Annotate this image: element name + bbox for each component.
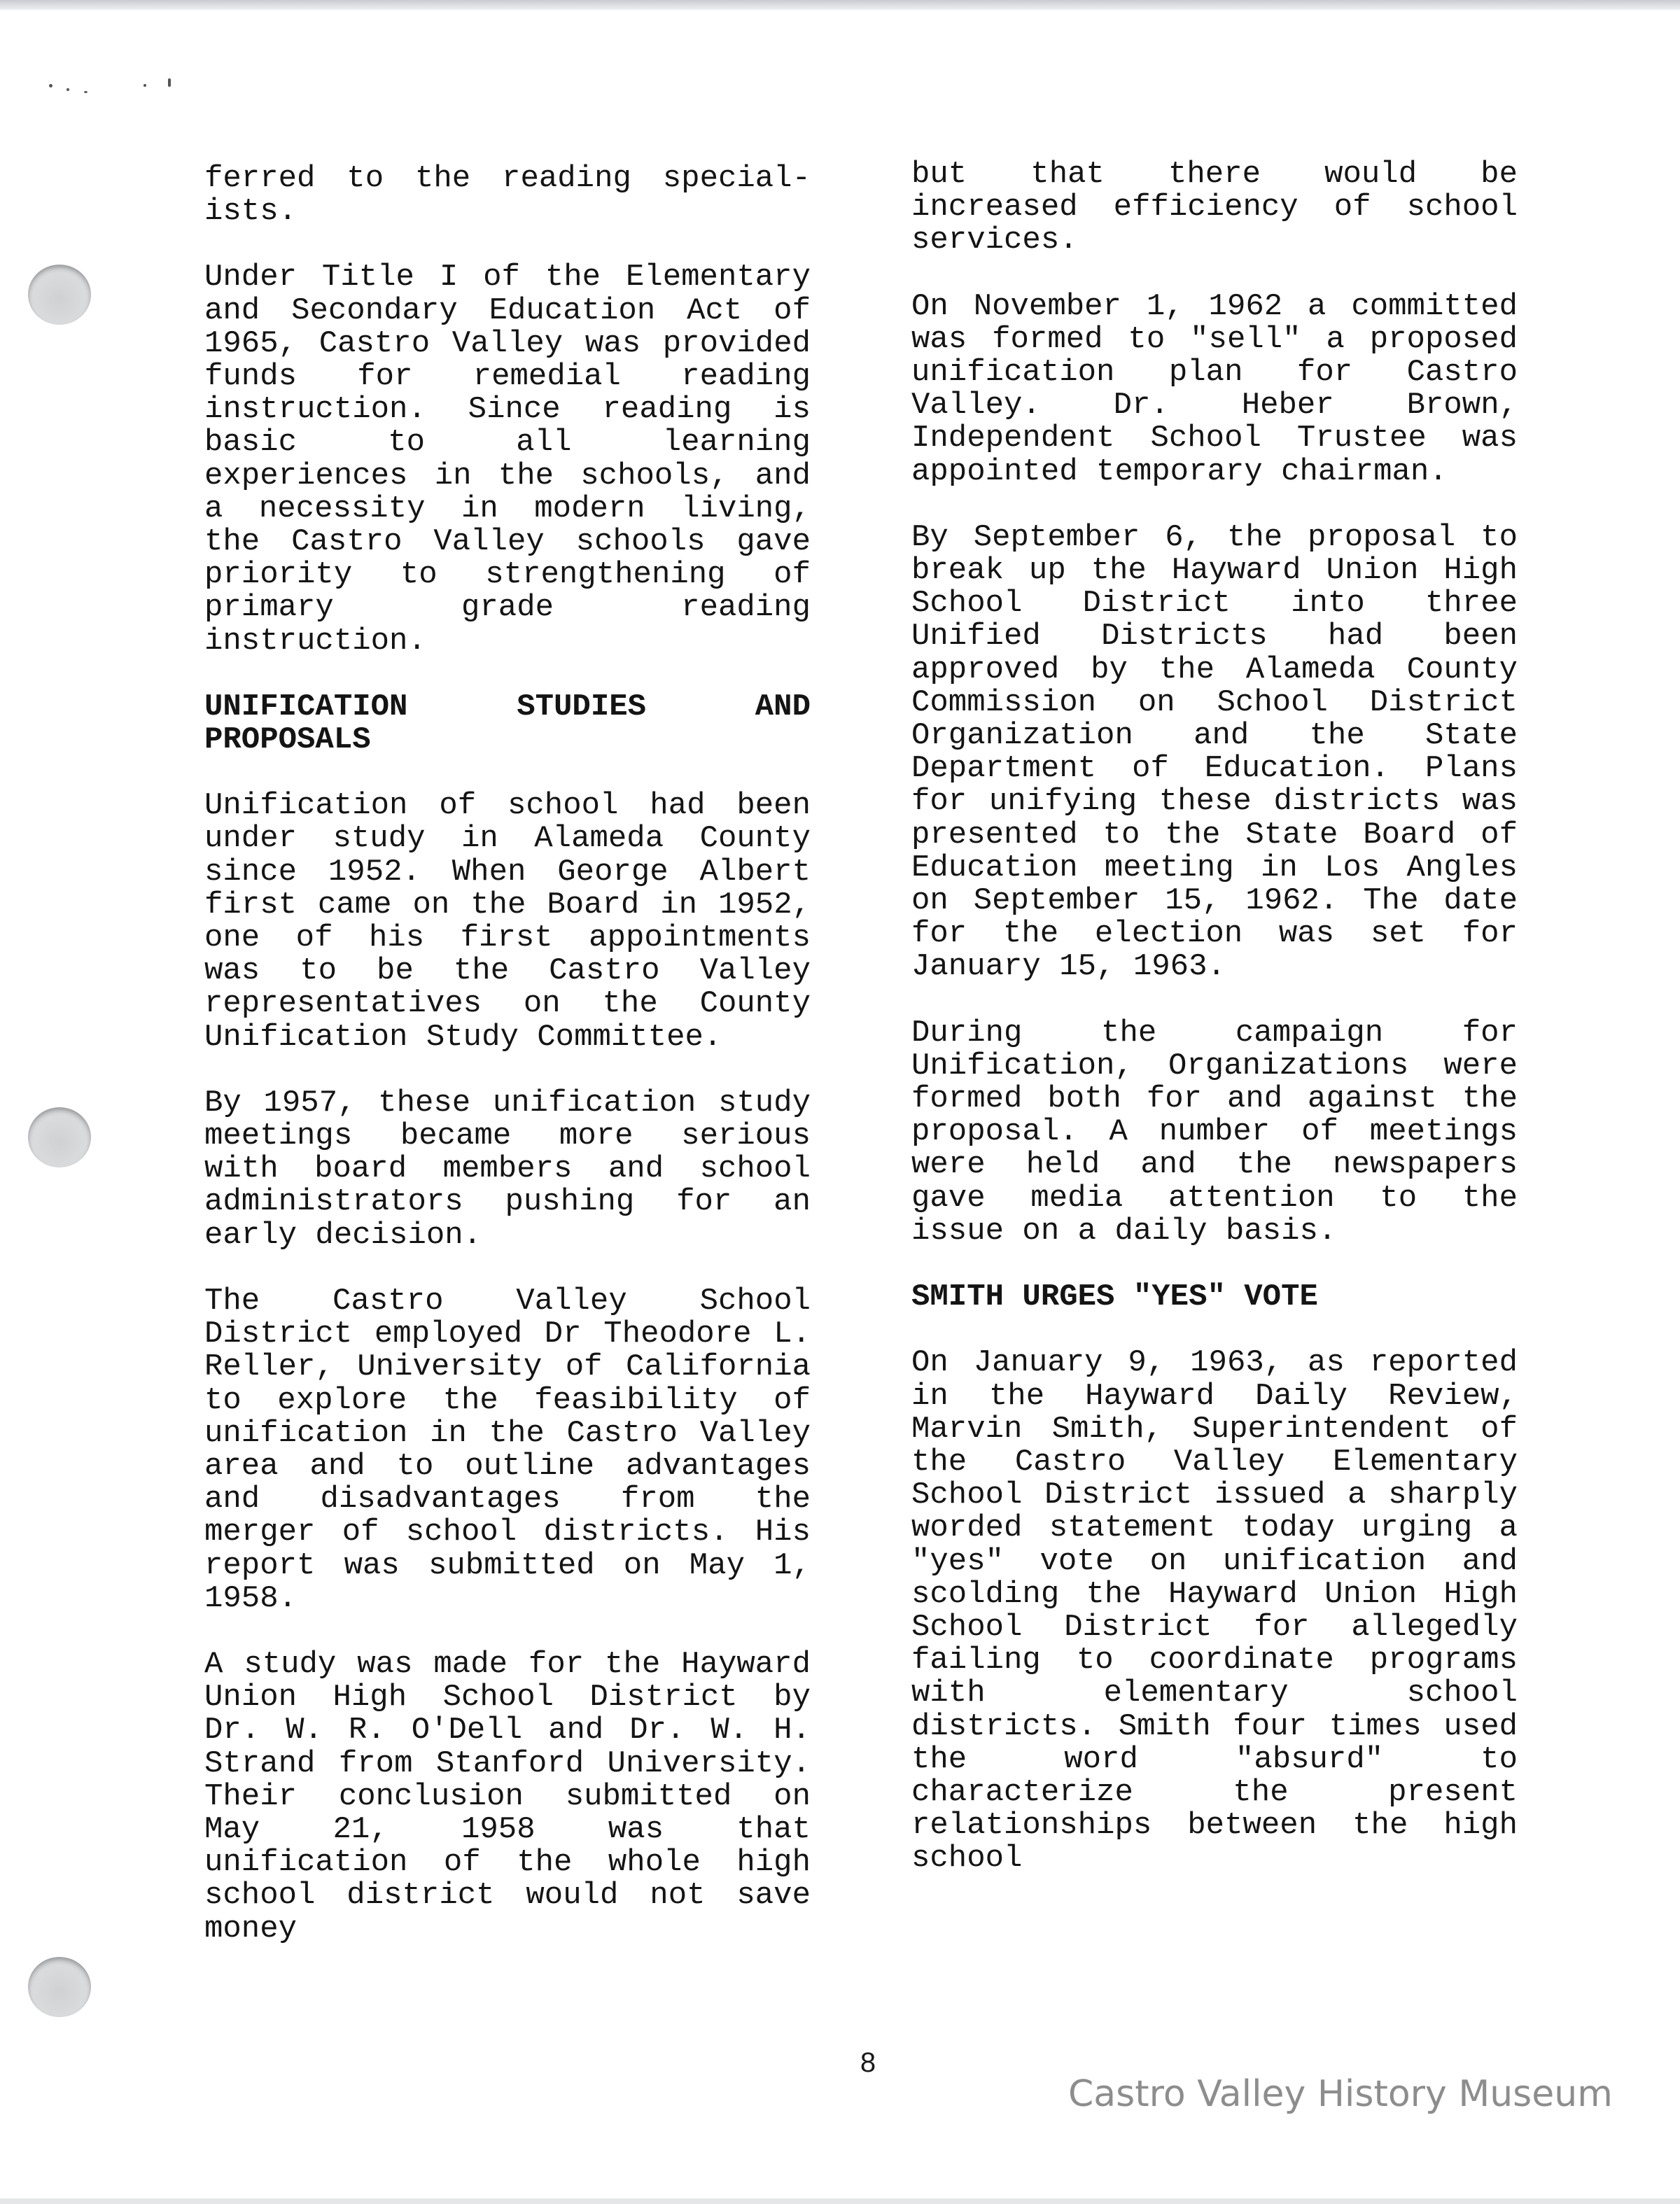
paragraph: By September 6, the proposal to break up the Hayward Union High School District into three Unified Districts had been approved by the Alameda County Commission on School District Organization and the State Department of Education. Plans for unifying these districts was presented to the State Board of Education meeting in Los Angles on September 15, 1962. The date for the election was set for January 15, 1963. xyxy=(911,519,1518,985)
scan-speck xyxy=(84,91,88,93)
punch-hole-bottom xyxy=(28,1957,91,2017)
scan-bottom-edge xyxy=(0,2198,1680,2204)
scan-speck xyxy=(49,84,52,87)
scan-speck xyxy=(168,78,171,87)
paragraph: ferred to the reading special-ists. xyxy=(204,161,811,230)
paragraph: By 1957, these unification study meetings became more serious with board members and school administrators pushing for an early decision. xyxy=(204,1085,811,1253)
punch-hole-middle xyxy=(28,1107,91,1167)
paragraph: Unification of school had been under study in Alameda County since 1952. When George Albert first came on the Board in 1952, one of his first appointments was to be the Castro Valley representatives on the County Unification Study Committee. xyxy=(204,788,811,1055)
section-heading: UNIFICATION STUDIES AND PROPOSALS xyxy=(204,689,811,758)
scan-speck xyxy=(66,88,69,91)
punch-hole-top xyxy=(28,265,91,325)
paragraph: During the campaign for Unification, Organizations were formed both for and against the proposal. A number of meetings were held and the newspapers gave media attention to the issue on a daily basis. xyxy=(911,1015,1518,1249)
right-text-column xyxy=(911,158,1518,1909)
paragraph: The Castro Valley School District employed Dr Theodore L. Reller, University of California to explore the feasibility of unification in the Castro Valley area and to outline advantages and disadvantages from the merger of school districts. His report was submitted on May 1, 1958. xyxy=(204,1283,811,1616)
paragraph: Under Title I of the Elementary and Secondary Education Act of 1965, Castro Valley was provided funds for remedial reading instruction. Since reading is basic to all learning experiences in the schools, and a necessity in modern living, the Castro Valley schools gave priority to strengthening of primary grade reading instruction. xyxy=(204,260,811,659)
museum-watermark: Castro Valley History Museum xyxy=(1068,2073,1613,2115)
section-heading: SMITH URGES "YES" VOTE xyxy=(911,1279,1318,1315)
page-number: 8 xyxy=(860,2047,876,2078)
paragraph: A study was made for the Hayward Union High School District by Dr. W. R. O'Dell and Dr. W. H. Strand from Stanford University. Their conclusion submitted on May 21, 1958 was that unification of the whole high school district would not save money xyxy=(204,1646,811,1946)
paragraph: On January 9, 1963, as reported in the Hayward Daily Review, Marvin Smith, Superintendent of the Castro Valley Elementary School District issued a sharply worded statement today urging a "yes" vote on unification and scolding the Hayward Union High School District for allegedly failing to coordinate programs with elementary school districts. Smith four times used the word "absurd" to characterize the present relationships between the high school xyxy=(911,1345,1518,1876)
scan-speck xyxy=(144,84,146,87)
paragraph: On November 1, 1962 a committed was formed to "sell" a proposed unification plan for Castro Valley. Dr. Heber Brown, Independent School Trustee was appointed temporary chairman. xyxy=(911,288,1518,489)
paragraph: but that there would be increased efficiency of school services. xyxy=(911,157,1518,258)
left-text-column xyxy=(204,162,811,1979)
scan-top-edge xyxy=(0,0,1680,10)
